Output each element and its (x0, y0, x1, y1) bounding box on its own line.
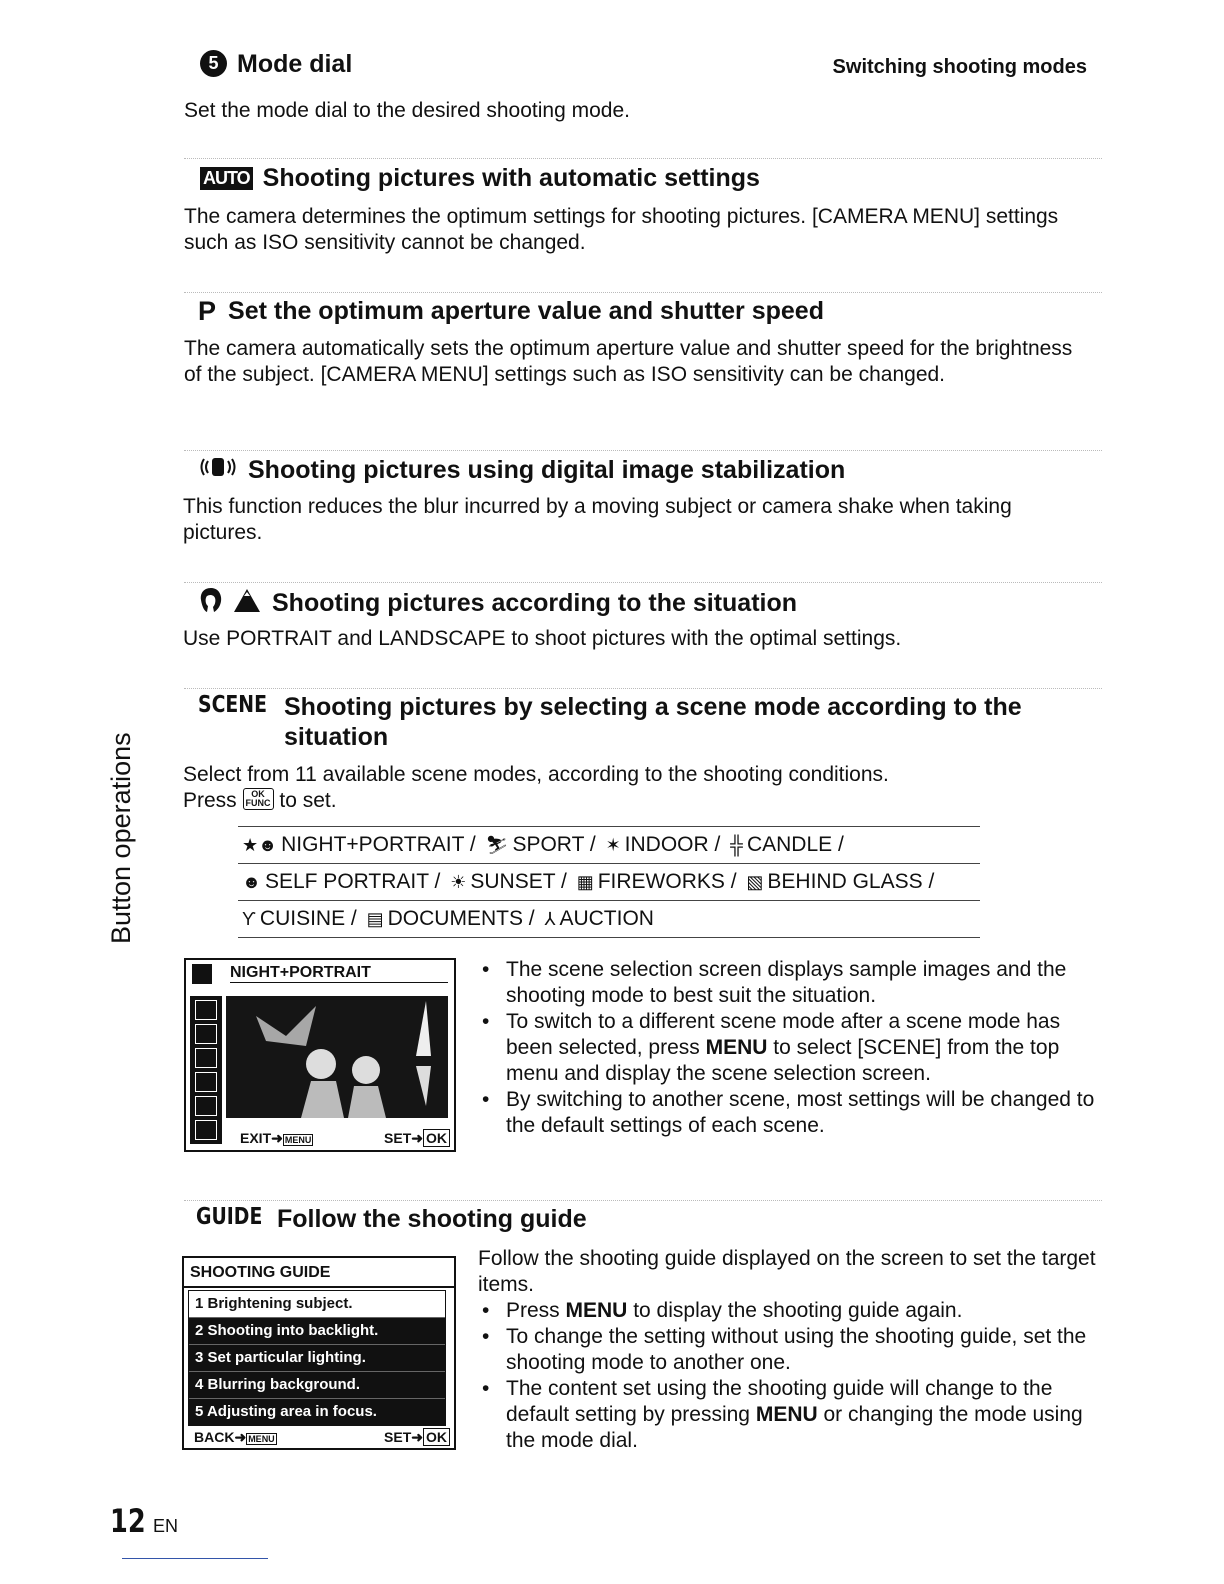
indoor-icon: ✶ (605, 835, 621, 855)
ok-key-icon: OK (423, 1129, 450, 1147)
section-scene-title (284, 692, 1022, 752)
scene-mode-item: FIREWORKS / (597, 870, 737, 893)
screen-set-hint: SET➜ OK (384, 1429, 450, 1446)
scene-mode-icon: SCENE (198, 692, 267, 718)
list-item: • To switch to a different scene mode after a scene mode has been selected, press MENU to select [SCENE] from the top menu and display the scene selection screen. (480, 1009, 1105, 1087)
scene-bullet-list (480, 957, 1105, 1139)
scene-body-press: Press (183, 789, 237, 812)
section-divider (184, 688, 1102, 689)
scene-body-line1: Select from 11 available scene modes, according to the shooting conditions. (183, 763, 889, 786)
section-program-heading (198, 296, 824, 327)
scene-mode-item: CUISINE / (259, 907, 357, 930)
side-tab-label: Button operations (106, 732, 136, 944)
sunset-icon: ☀ (450, 872, 467, 892)
section-program-title: Set the optimum aperture value and shutter speed (228, 297, 824, 325)
night-portrait-icon: ★☻ (242, 835, 278, 855)
scene-thumb-icon (195, 1024, 217, 1044)
screen-set-hint: SET➜ OK (384, 1130, 450, 1147)
guide-bullet-list (480, 1298, 1105, 1454)
scene-thumb-icon (195, 1096, 217, 1116)
running-header: Switching shooting modes (832, 56, 1087, 78)
section-situation-body: Use PORTRAIT and LANDSCAPE to shoot pictures with the optimal settings. (183, 627, 902, 650)
screen-title: SHOOTING GUIDE (184, 1258, 454, 1288)
candle-icon: ╬ (730, 835, 743, 855)
auto-mode-icon: AUTO (200, 167, 253, 190)
menu-key-icon: MENU (248, 1434, 275, 1444)
scene-mode-item: SELF PORTRAIT / (264, 870, 441, 893)
list-item: • To change the setting without using the shooting guide, set the shooting mode to another one. (480, 1324, 1105, 1376)
section-divider (184, 450, 1102, 451)
list-item: • Press MENU to display the shooting guide again. (480, 1298, 1105, 1324)
stabilization-icon (198, 454, 238, 487)
scene-thumb-icon (195, 1120, 217, 1140)
portrait-icon (198, 586, 224, 621)
section-divider (184, 158, 1102, 159)
section-auto-body: The camera determines the optimum settings for shooting pictures. [CAMERA MENU] settings such as ISO sensitivity cannot be changed. (184, 205, 1059, 254)
section-scene-body (183, 762, 889, 814)
scene-mode-item: SPORT / (512, 833, 596, 856)
page-heading (200, 50, 352, 79)
scene-mode-row (238, 864, 980, 901)
guide-intro: Follow the shooting guide displayed on the screen to set the target items. (478, 1247, 1096, 1296)
list-item: • The scene selection screen displays sample images and the shooting mode to best suit the situation. (480, 957, 1105, 1009)
section-stabilization-heading (198, 454, 845, 487)
scene-mode-item: NIGHT+PORTRAIT / (281, 833, 476, 856)
scene-thumb-icon (195, 1048, 217, 1068)
night-portrait-icon (192, 964, 212, 984)
section-auto-heading (200, 164, 760, 193)
shooting-guide-screen (182, 1256, 456, 1450)
ok-key-icon: OK (423, 1428, 450, 1446)
section-divider (184, 1200, 1102, 1201)
footer-rule (122, 1558, 268, 1559)
list-item: • The content set using the shooting guide will change to the default setting by pressing MENU or changing the mode using the mode dial. (480, 1376, 1105, 1454)
scene-mode-row (238, 901, 980, 938)
scene-body-to-set: to set. (279, 789, 337, 812)
self-portrait-icon: ☻ (242, 872, 261, 892)
program-mode-icon: P (198, 296, 217, 326)
documents-icon: ▤ (366, 909, 384, 929)
ok-func-button-icon (243, 788, 274, 810)
section-number-badge: 5 (200, 50, 227, 77)
section-auto-title: Shooting pictures with automatic settings (262, 164, 760, 192)
section-divider (184, 292, 1102, 293)
func-key-label: FUNC (245, 798, 271, 808)
scene-icon-strip (190, 996, 222, 1144)
menu-key-icon: MENU (284, 1135, 312, 1145)
screen-title: NIGHT+PORTRAIT (230, 964, 448, 983)
section-divider (184, 582, 1102, 583)
screen-back-hint: BACK➜ MENU (194, 1429, 275, 1445)
scene-mode-item: BEHIND GLASS / (767, 870, 935, 893)
scene-mode-item: INDOOR / (624, 833, 721, 856)
scene-selection-screen (184, 958, 456, 1152)
screen-exit-label: EXIT (240, 1130, 272, 1146)
guide-menu-item: 1 Brightening subject. (189, 1291, 445, 1318)
cuisine-icon: ϒ (242, 909, 256, 929)
guide-menu-item: 4 Blurring background. (189, 1372, 445, 1399)
sport-icon: ⛷ (485, 835, 509, 855)
section-situation-title: Shooting pictures according to the situation (272, 589, 798, 617)
guide-menu (188, 1290, 446, 1426)
section-scene-heading (198, 692, 282, 718)
section-guide-title: Follow the shooting guide (277, 1205, 587, 1233)
behind-glass-icon: ▧ (746, 872, 764, 892)
intro-text: Set the mode dial to the desired shooting mode. (184, 99, 630, 122)
scene-mode-item: CANDLE / (746, 833, 844, 856)
scene-thumb-icon (195, 1000, 217, 1020)
sample-photo (226, 996, 448, 1118)
page-footer (110, 1502, 178, 1540)
ok-key-label: OK (251, 789, 265, 799)
page-title: Mode dial (237, 50, 353, 78)
scene-mode-item: DOCUMENTS / (387, 907, 535, 930)
landscape-icon (232, 586, 262, 621)
page-number: 12 (110, 1502, 146, 1540)
section-situation-heading (198, 586, 797, 621)
section-scene-title-line2: situation (284, 723, 389, 751)
section-scene-title-line1: Shooting pictures by selecting a scene mode according to the (284, 693, 1022, 721)
scene-mode-item: AUCTION (559, 907, 654, 930)
screen-set-label: SET (384, 1130, 412, 1146)
guide-menu-item: 2 Shooting into backlight. (189, 1318, 445, 1345)
scene-thumb-icon (195, 1072, 217, 1092)
section-stabilization-title: Shooting pictures using digital image stabilization (248, 456, 846, 484)
scene-mode-item: SUNSET / (470, 870, 567, 893)
auction-icon: ⅄ (544, 909, 556, 929)
scene-mode-row (238, 827, 980, 864)
section-program-body: The camera automatically sets the optimum aperture value and shutter speed for the brightness of the subject. [CAMERA MENU] settings such as ISO sensitivity can be changed. (184, 337, 1073, 386)
scene-mode-list (238, 826, 980, 938)
fireworks-icon: ▦ (576, 872, 594, 892)
guide-menu-item: 5 Adjusting area in focus. (189, 1399, 445, 1425)
section-stabilization-body: This function reduces the blur incurred by a moving subject or camera shake when taking pictures. (183, 495, 1012, 544)
screen-exit-hint: EXIT➜ MENU (240, 1130, 312, 1146)
guide-menu-item: 3 Set particular lighting. (189, 1345, 445, 1372)
list-item: • By switching to another scene, most settings will be changed to the default settings of each scene. (480, 1087, 1105, 1139)
guide-mode-icon: GUIDE (196, 1204, 263, 1230)
page-language: EN (152, 1516, 178, 1536)
screen-set-label: SET (384, 1429, 412, 1445)
section-guide-heading (196, 1204, 277, 1230)
scene-body-line2 (183, 788, 889, 814)
screen-back-label: BACK (194, 1429, 235, 1445)
